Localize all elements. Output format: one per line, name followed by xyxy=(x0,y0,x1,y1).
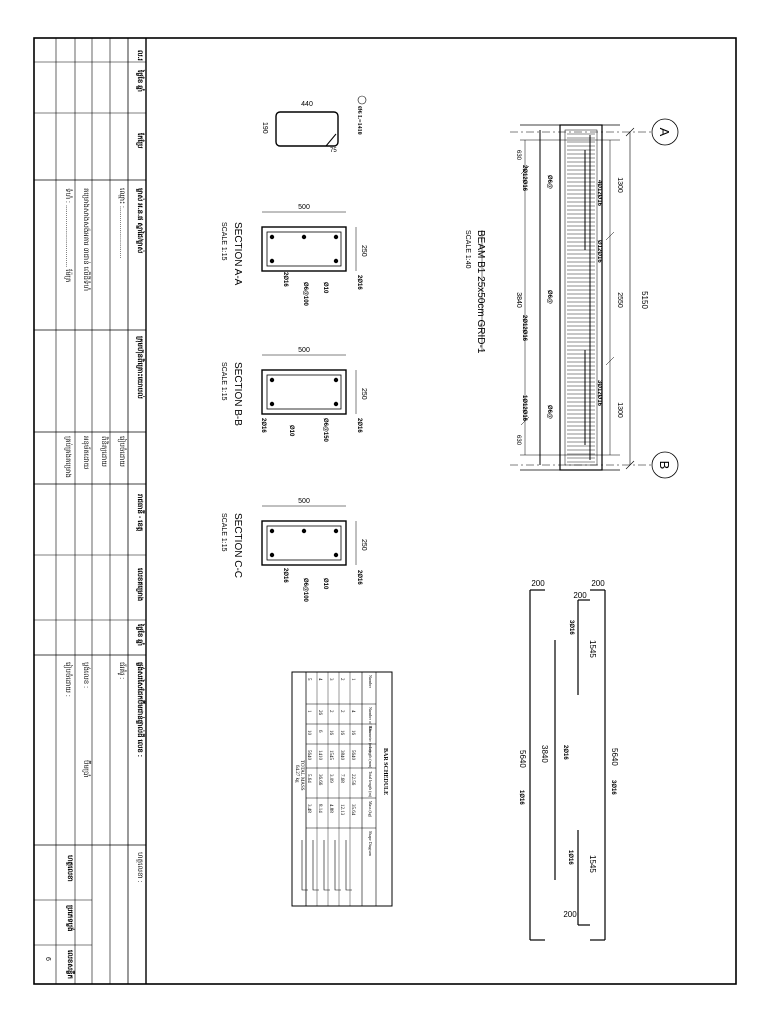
section-c-label-1: 2Ø16 xyxy=(282,568,288,583)
owner-name: ឈ្មោះ :.......................... xyxy=(118,188,125,259)
dim-bottom-1: 630 xyxy=(515,149,521,161)
hook-dim-3: 200 xyxy=(573,591,587,600)
bar-schedule-cell: 1 xyxy=(306,710,311,713)
shape-label-5: 3Ø16 xyxy=(610,780,616,795)
hook-dim-4: 200 xyxy=(563,910,577,919)
bar-schedule-cell: 1 xyxy=(350,678,355,681)
rebar-label-4: 2Ø12Ø16 xyxy=(521,315,527,342)
section-c-height: 250 xyxy=(360,539,367,551)
grid-label-b: B xyxy=(657,460,672,470)
section-b-width: 500 xyxy=(298,347,310,354)
section-b-label-2: Ø6@150 xyxy=(322,418,328,442)
header-project-no: លេខគម្រោង xyxy=(136,568,143,602)
section-a-label-4: 2Ø16 xyxy=(356,275,362,290)
section-b-scale: SCALE 1:15 xyxy=(220,362,227,401)
section-b-title: SECTION B-B xyxy=(232,362,243,426)
header-date2: ថ្ងៃខែ ឆ្នាំ xyxy=(136,624,143,646)
bar-schedule-cell: 5640 xyxy=(350,750,355,760)
bar-schedule-cell: 16 xyxy=(350,730,355,735)
footer-signature: ហត្ថលេខា xyxy=(66,855,73,882)
beam-title: BEAM B1 25x50cm GRID-1 xyxy=(475,230,486,354)
bar-schedule-header: Mass (kg) xyxy=(368,801,373,818)
stirrup-width: 440 xyxy=(301,101,313,108)
bar-schedule-cell: 3.09 xyxy=(328,774,333,783)
role-prepared: រៀបចំដោយ xyxy=(118,436,125,467)
bar-schedule-cell: 1545 xyxy=(328,750,333,760)
bar-schedule-cell: 3.48 xyxy=(306,804,311,813)
bar-schedule-cell: 3 xyxy=(328,678,333,681)
rebar-label-1: 2Ø12Ø16 xyxy=(521,165,527,192)
bar-schedule-cell: 7.68 xyxy=(339,774,344,783)
bar-schedule-cell: 5 xyxy=(306,678,311,681)
section-a-width: 500 xyxy=(298,204,310,211)
section-c-label-3: Ø10 xyxy=(322,578,328,590)
section-c-label-2: Ø6@100 xyxy=(302,578,308,602)
bar-schedule-header: Shape Diagram xyxy=(368,831,373,856)
bar-schedule-cell: 22.56 xyxy=(350,774,355,786)
bar-schedule-cell: 4.88 xyxy=(328,804,333,813)
bar-schedule-cell: 8.14 xyxy=(317,804,322,813)
bar-schedule-cell: 4 xyxy=(350,710,355,713)
bar-schedule-cell: 6 xyxy=(317,730,322,733)
shape-dim-5: 5640 xyxy=(518,750,527,768)
header-date: ថ្ងៃខែ ឆ្នាំ xyxy=(136,70,143,92)
section-a-label-3: Ø10 xyxy=(322,282,328,294)
bar-schedule-header: Diameter (mm) xyxy=(368,727,373,752)
section-c-label-4: 2Ø16 xyxy=(356,570,362,585)
drawing-no-value: ប៊ីម​ប្រាំ xyxy=(82,760,89,778)
stirrup-height: 190 xyxy=(261,122,268,134)
dim-total: 5150 xyxy=(640,291,649,309)
shape-label-4: 1Ø16 xyxy=(518,790,524,805)
dim-seg-3: 1300 xyxy=(616,402,623,418)
drawing-no-label: ប្លង់លេខ : xyxy=(82,662,89,689)
dim-bottom-3: 630 xyxy=(515,434,521,446)
bar-schedule-cell: 2 xyxy=(339,678,344,681)
prepared-by-label: រៀបចំដោយ : xyxy=(64,662,71,697)
bar-schedule-cell: 4 xyxy=(317,678,322,681)
role-approved: អនុម័តដោយ xyxy=(82,436,89,470)
section-b-label-1: 2Ø16 xyxy=(260,418,266,433)
role-manager: គ្រប់គ្រងគម្រោង xyxy=(64,436,71,478)
sheet-number: 6 xyxy=(44,957,51,961)
section-c-width: 500 xyxy=(298,498,310,505)
shape-dim-3: 5640 xyxy=(610,748,619,766)
bar-schedule-cell: 1410 xyxy=(317,750,322,760)
stirrup-label: Ø6 L=1410 xyxy=(356,106,362,135)
section-b-label-3: Ø10 xyxy=(288,425,294,437)
beam-scale: SCALE 1:40 xyxy=(464,230,471,269)
area-label: ទំហំ : ................................ ម៉ែត្រ xyxy=(64,188,71,283)
signature-label: ហត្ថលេខា : xyxy=(136,852,143,883)
section-a-scale: SCALE 1:15 xyxy=(220,222,227,261)
bar-schedule-cell: 10 xyxy=(306,730,311,735)
shape-dim-4: 1545 xyxy=(588,855,597,873)
bar-schedule-header: Total length (m) xyxy=(368,771,373,797)
bar-schedule-cell: 5640 xyxy=(306,750,311,760)
shape-label-1: 3Ø16 xyxy=(568,620,574,635)
section-a-label-1: 2Ø16 xyxy=(282,272,288,287)
bar-schedule-cell: 16 xyxy=(328,730,333,735)
stirrup-label-2: Ø6@ xyxy=(546,290,552,304)
bar-schedule-header: Number xyxy=(368,675,373,689)
company-label: ក្រុមហ៊ុនពិគ្រោះយោបល់ xyxy=(136,336,143,399)
bar-schedule-cell: 12.13 xyxy=(339,804,344,816)
header-no: ល.រ xyxy=(136,50,143,61)
header-province: រាជធានី - ខេត្ត xyxy=(136,494,143,532)
rebar-label-2: 4Ø12Ø16 xyxy=(596,180,602,207)
section-b-label-4: 2Ø16 xyxy=(356,418,362,433)
bar-schedule-total-label: TOTAL MASS xyxy=(299,760,304,791)
dim-seg-1: 1300 xyxy=(616,177,623,193)
scale-label: ជ័រ​គំរូ : xyxy=(118,662,125,680)
role-checked: ពិនិត្យដោយ xyxy=(100,436,107,467)
section-a-label-2: Ø6@100 xyxy=(302,282,308,306)
bar-schedule-cell: 26 xyxy=(317,710,322,715)
section-a-height: 250 xyxy=(360,245,367,257)
dim-bottom-2: 3840 xyxy=(515,292,522,308)
owner-label: ម្ចាស់ អ.ន.ផ ស្នាដៃ/ម្ចាស់ xyxy=(136,188,143,254)
section-a-title: SECTION A-A xyxy=(232,222,243,286)
bar-schedule-cell: 2 xyxy=(339,710,344,713)
dim-seg-2: 2550 xyxy=(616,292,623,308)
footer-sheet-no: លេខសន្លឹក xyxy=(66,950,73,979)
bar-schedule-cell: 16 xyxy=(339,730,344,735)
stirrup-hook: 75 xyxy=(330,148,337,154)
bar-schedule-header: Length (mm) xyxy=(368,747,373,769)
shape-dim-1: 1545 xyxy=(588,640,597,658)
header-revision: កែប្រែ xyxy=(136,133,143,149)
stirrup-label-3: Ø6@ xyxy=(546,405,552,419)
bar-schedule-title: BAR SCHEDULE xyxy=(382,748,388,796)
rebar-label-5: 3Ø12Ø16 xyxy=(596,380,602,407)
hook-dim-2: 200 xyxy=(591,579,605,588)
project-label: គម្រោងសាងសង់អគារ​ ៣ជាន់​ ​លើដីទំហំ xyxy=(82,188,89,292)
shape-label-3: 1Ø16 xyxy=(567,850,573,865)
drawing-title-label: ផ្លង់សរសៃដែក​ប៊ីមជាន់ផ្ទាល់ដី លេខ : xyxy=(136,662,143,758)
shape-dim-2: 3840 xyxy=(540,745,549,763)
stirrup-label-1: Ø6@ xyxy=(546,175,552,189)
footer-drawing-type: ប្រភេទប្លង់ xyxy=(66,905,73,932)
bar-schedule-header: Number of Bars xyxy=(368,707,373,733)
rebar-label-3: Ø12Ø16 xyxy=(596,240,602,263)
grid-label-a: A xyxy=(657,127,672,137)
section-c-title: SECTION C-C xyxy=(232,513,243,578)
rebar-label-6: 1Ø12Ø16 xyxy=(521,395,527,422)
bar-schedule-cell: 36.66 xyxy=(317,774,322,786)
bar-schedule-cell: 2 xyxy=(328,710,333,713)
bar-schedule-cell: 5.64 xyxy=(306,774,311,783)
bar-schedule-cell: 35.64 xyxy=(350,804,355,816)
section-b-height: 250 xyxy=(360,388,367,400)
bar-schedule-total-value: 64.27 kg xyxy=(294,765,299,783)
bar-schedule-cell: 3840 xyxy=(339,750,344,760)
section-c-scale: SCALE 1:15 xyxy=(220,513,227,552)
hook-dim-1: 200 xyxy=(531,579,545,588)
shape-label-2: 2Ø16 xyxy=(562,745,568,760)
